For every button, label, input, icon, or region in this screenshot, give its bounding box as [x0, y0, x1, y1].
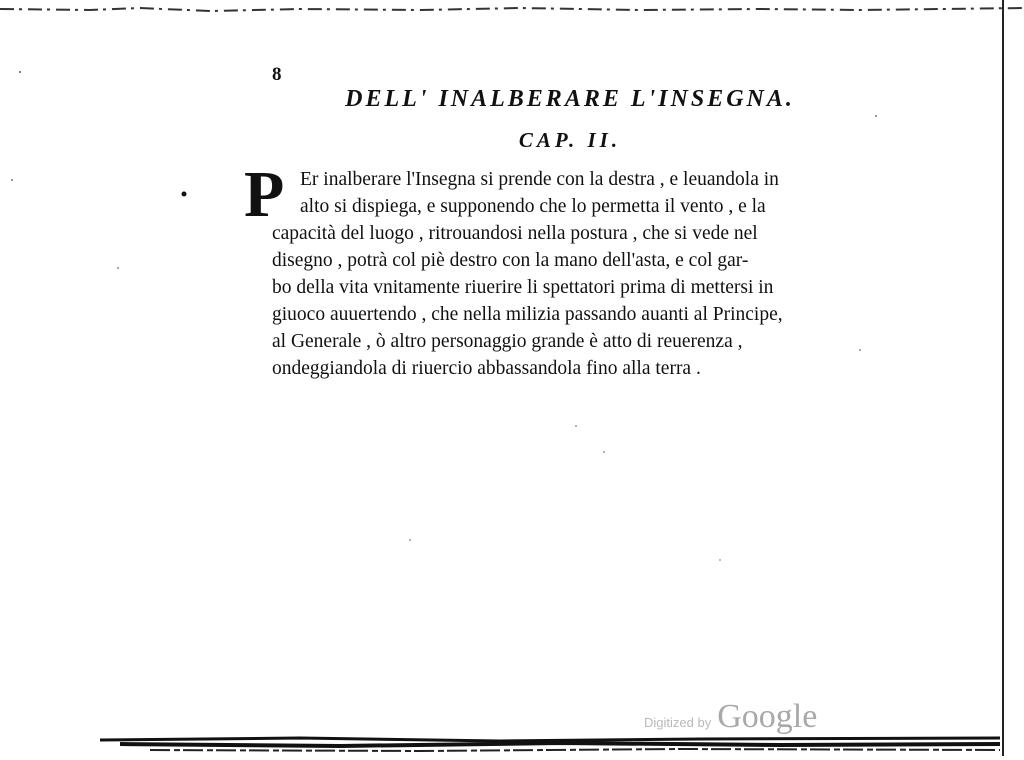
text-line: alto si dispiega, e supponendo che lo permetta il vento , e la [300, 196, 766, 217]
text-line: Er inalberare l'Insegna si prende con la destra , e leuandola in [300, 169, 779, 190]
text-line: capacità del luogo , ritrouandosi nella postura , che si vede nel [272, 223, 758, 244]
drop-cap: P [244, 158, 285, 231]
scan-right-edge [1000, 0, 1006, 756]
chapter-title: DELL' INALBERARE L'INSEGNA. [345, 86, 795, 112]
scan-bottom-edge [0, 724, 1024, 756]
scan-top-edge [0, 0, 1024, 10]
text-line: ondeggiandola di riuercio abbassandola fino alla terra . [272, 358, 701, 379]
text-line: giuoco auuertendo , che nella milizia passando auanti al Principe, [272, 304, 783, 325]
body-text [272, 166, 872, 382]
digitized-watermark [644, 698, 817, 736]
text-line: al Generale , ò altro personaggio grande è atto di reuerenza , [272, 331, 743, 352]
text-line: bo della vita vnitamente riuerire li spettatori prima di mettersi in [272, 277, 774, 298]
text-line: disegno , potrà col piè destro con la mano dell'asta, e col gar- [272, 250, 749, 271]
page-number: 8 [272, 64, 282, 85]
chapter-number: CAP. II. [518, 128, 622, 152]
watermark-prefix: Digitized by [644, 715, 712, 730]
watermark-brand: Google [717, 698, 818, 735]
